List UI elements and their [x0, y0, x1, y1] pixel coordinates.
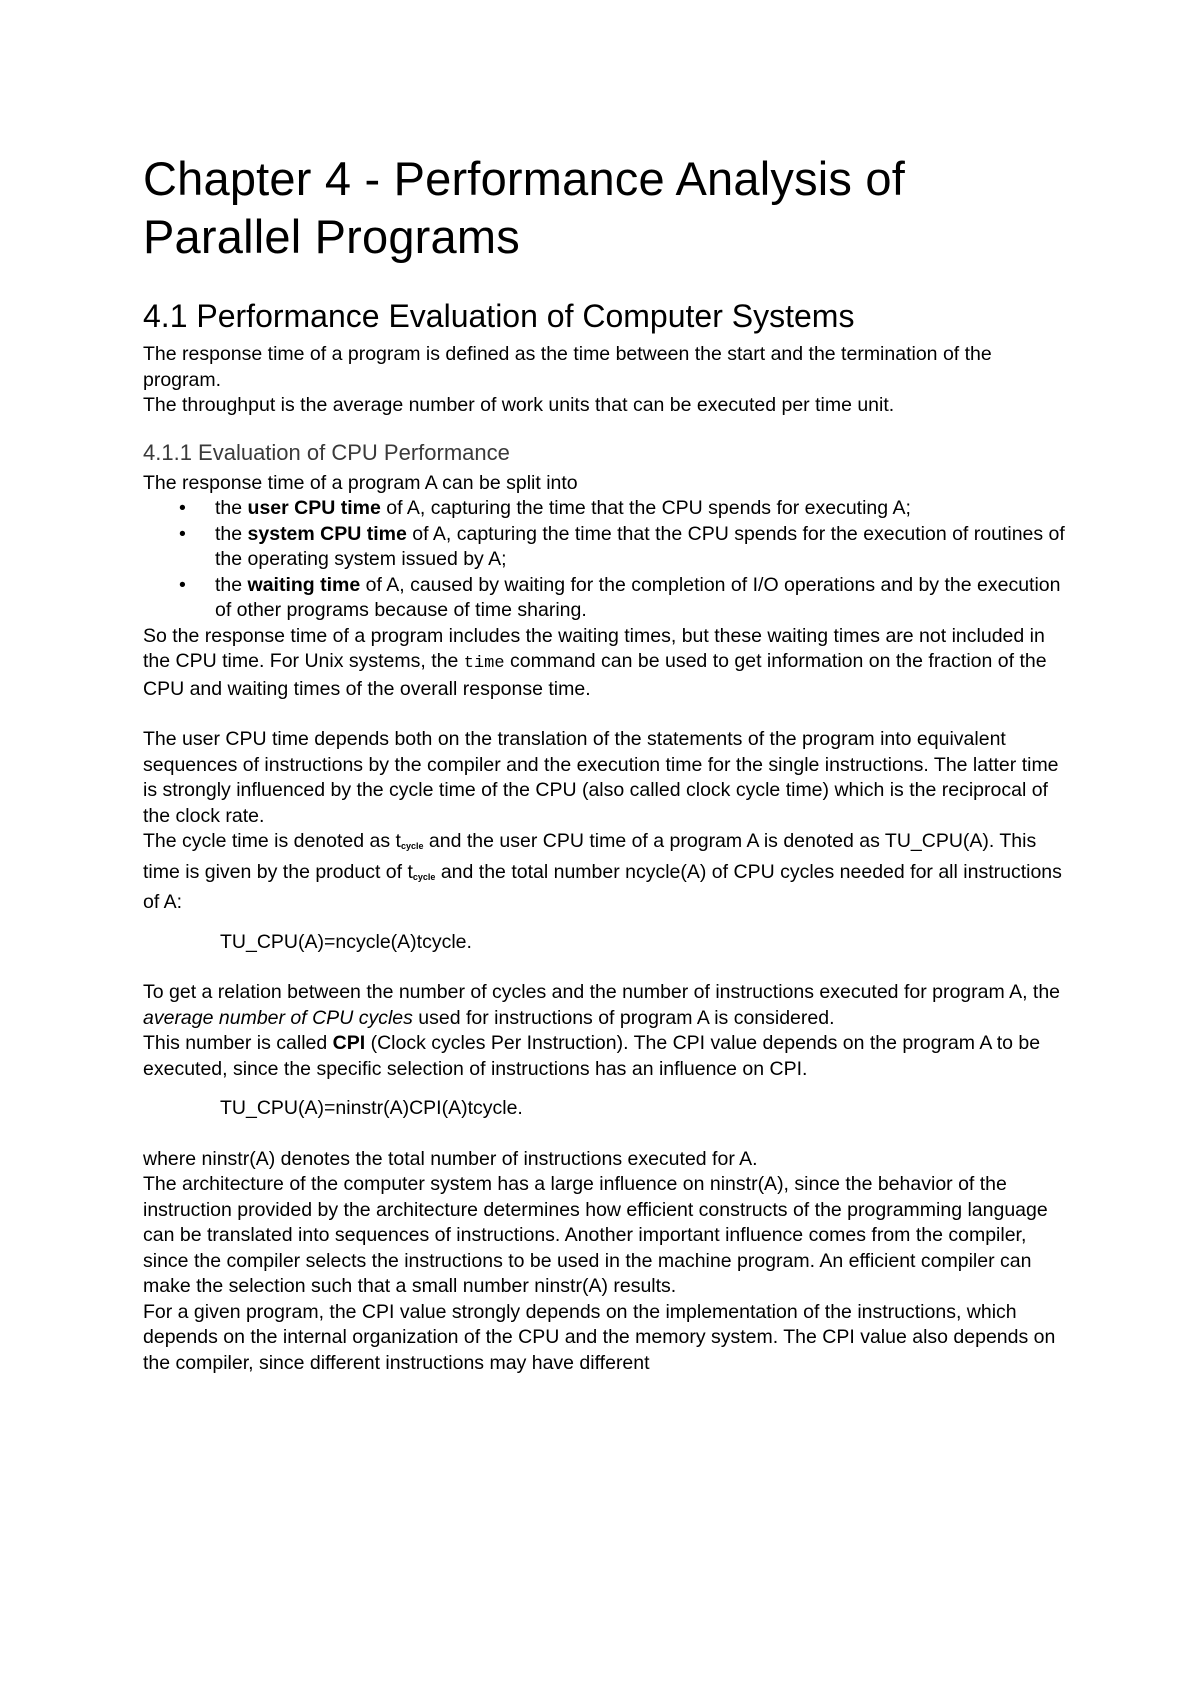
- chapter-title: Chapter 4 - Performance Analysis of Parallel Programs: [143, 152, 905, 263]
- relation-paragraph: To get a relation between the number of cycles and the number of instructions executed for program A, the average number of CPU cycles used for instructions of program A is considered.: [143, 981, 1061, 1029]
- subsection-heading: 4.1.1 Evaluation of CPU Performance: [143, 439, 510, 465]
- term-cpi: CPI: [332, 1032, 366, 1054]
- bullet-icon: •: [179, 573, 186, 596]
- summary-paragraph: So the response time of a program includes the waiting times, but these waiting times are not included in the CPU time. For Unix systems, the time command can be used to get information on the fraction of the CPU and waiting times of the overall response time.: [143, 624, 1047, 700]
- document-page: [143, 150, 1073, 1376]
- intro-paragraph-response-time: The response time of a program is defined as the time between the start and the termination of the program.: [143, 343, 992, 391]
- cycle-time-paragraph: The cycle time is denoted as $t_{cycle}$ and the user CPU time of a program A is denoted as TU_CPU(A). This time is given by the product of $t_{cycle}$ and the total number ncycle(A) of CPU cycles needed for all instructions of A:: [143, 830, 1062, 913]
- paragraph-spacer: [143, 702, 1073, 727]
- intro-paragraph-throughput: The throughput is the average number of work units that can be executed per time unit.: [143, 394, 895, 416]
- section-heading: 4.1 Performance Evaluation of Computer Systems: [143, 298, 855, 334]
- given-program-paragraph: For a given program, the CPI value strongly depends on the implementation of the instructions, which depends on the internal organization of the CPU and the memory system. The CPI value also depends on the compiler, since different instructions may have different: [143, 1300, 1056, 1374]
- architecture-paragraph: The architecture of the computer system has a large influence on ninstr(A), since the behavior of the instruction provided by the architecture determines how efficient constructs of the programming language can be translated into sequences of instructions. Another important influence comes from the compiler, since the compiler selects the instructions to be used in the machine program. An efficient compiler can make the selection such that a small number ninstr(A) results.: [143, 1173, 1048, 1297]
- split-lead-paragraph: The response time of a program A can be split into: [143, 471, 578, 494]
- paragraph-spacer: [143, 1122, 1073, 1147]
- list-item: • the user CPU time of A, capturing the time that the CPU spends for executing A;: [215, 496, 1073, 522]
- formula-ncycle: TU_CPU(A)=ncycle(A)tcycle.: [220, 930, 472, 953]
- formula-ninstr: TU_CPU(A)=ninstr(A)CPI(A)tcycle.: [220, 1097, 523, 1119]
- cpi-paragraph: This number is called CPI (Clock cycles Per Instruction). The CPI value depends on the program A to be executed, since the specific selection of instructions has an influence on CPI.: [143, 1032, 1041, 1080]
- cycle-subscript: cycle: [400, 841, 424, 851]
- cycle-subscript: cycle: [412, 871, 436, 882]
- paragraph-spacer: [143, 955, 1073, 980]
- time-command: time: [463, 654, 505, 673]
- response-time-components-list: [143, 496, 1073, 624]
- bullet-icon: •: [179, 497, 186, 519]
- emphasis-average-cycles: average number of CPU cycles: [143, 1006, 413, 1029]
- term-system-cpu-time: system CPU time: [247, 522, 407, 545]
- where-paragraph: where ninstr(A) denotes the total number of instructions executed for A.: [143, 1147, 758, 1170]
- user-cpu-paragraph: The user CPU time depends both on the translation of the statements of the program into equivalent sequences of instructions by the compiler and the execution time for the single instructions. The latter time is strongly influenced by the cycle time of the CPU (also called clock cycle time) which is the reciprocal of the clock rate.: [143, 728, 1059, 827]
- term-user-cpu-time: user CPU time: [247, 497, 381, 519]
- list-item: • the waiting time of A, caused by waiting for the completion of I/O operations and by the execution of other programs because of time sharing.: [179, 573, 1061, 621]
- list-item: • the system CPU time of A, capturing the time that the CPU spends for the execution of routines of the operating system issued by A;: [179, 522, 1065, 570]
- bullet-icon: •: [179, 522, 186, 545]
- term-waiting-time: waiting time: [247, 573, 361, 596]
